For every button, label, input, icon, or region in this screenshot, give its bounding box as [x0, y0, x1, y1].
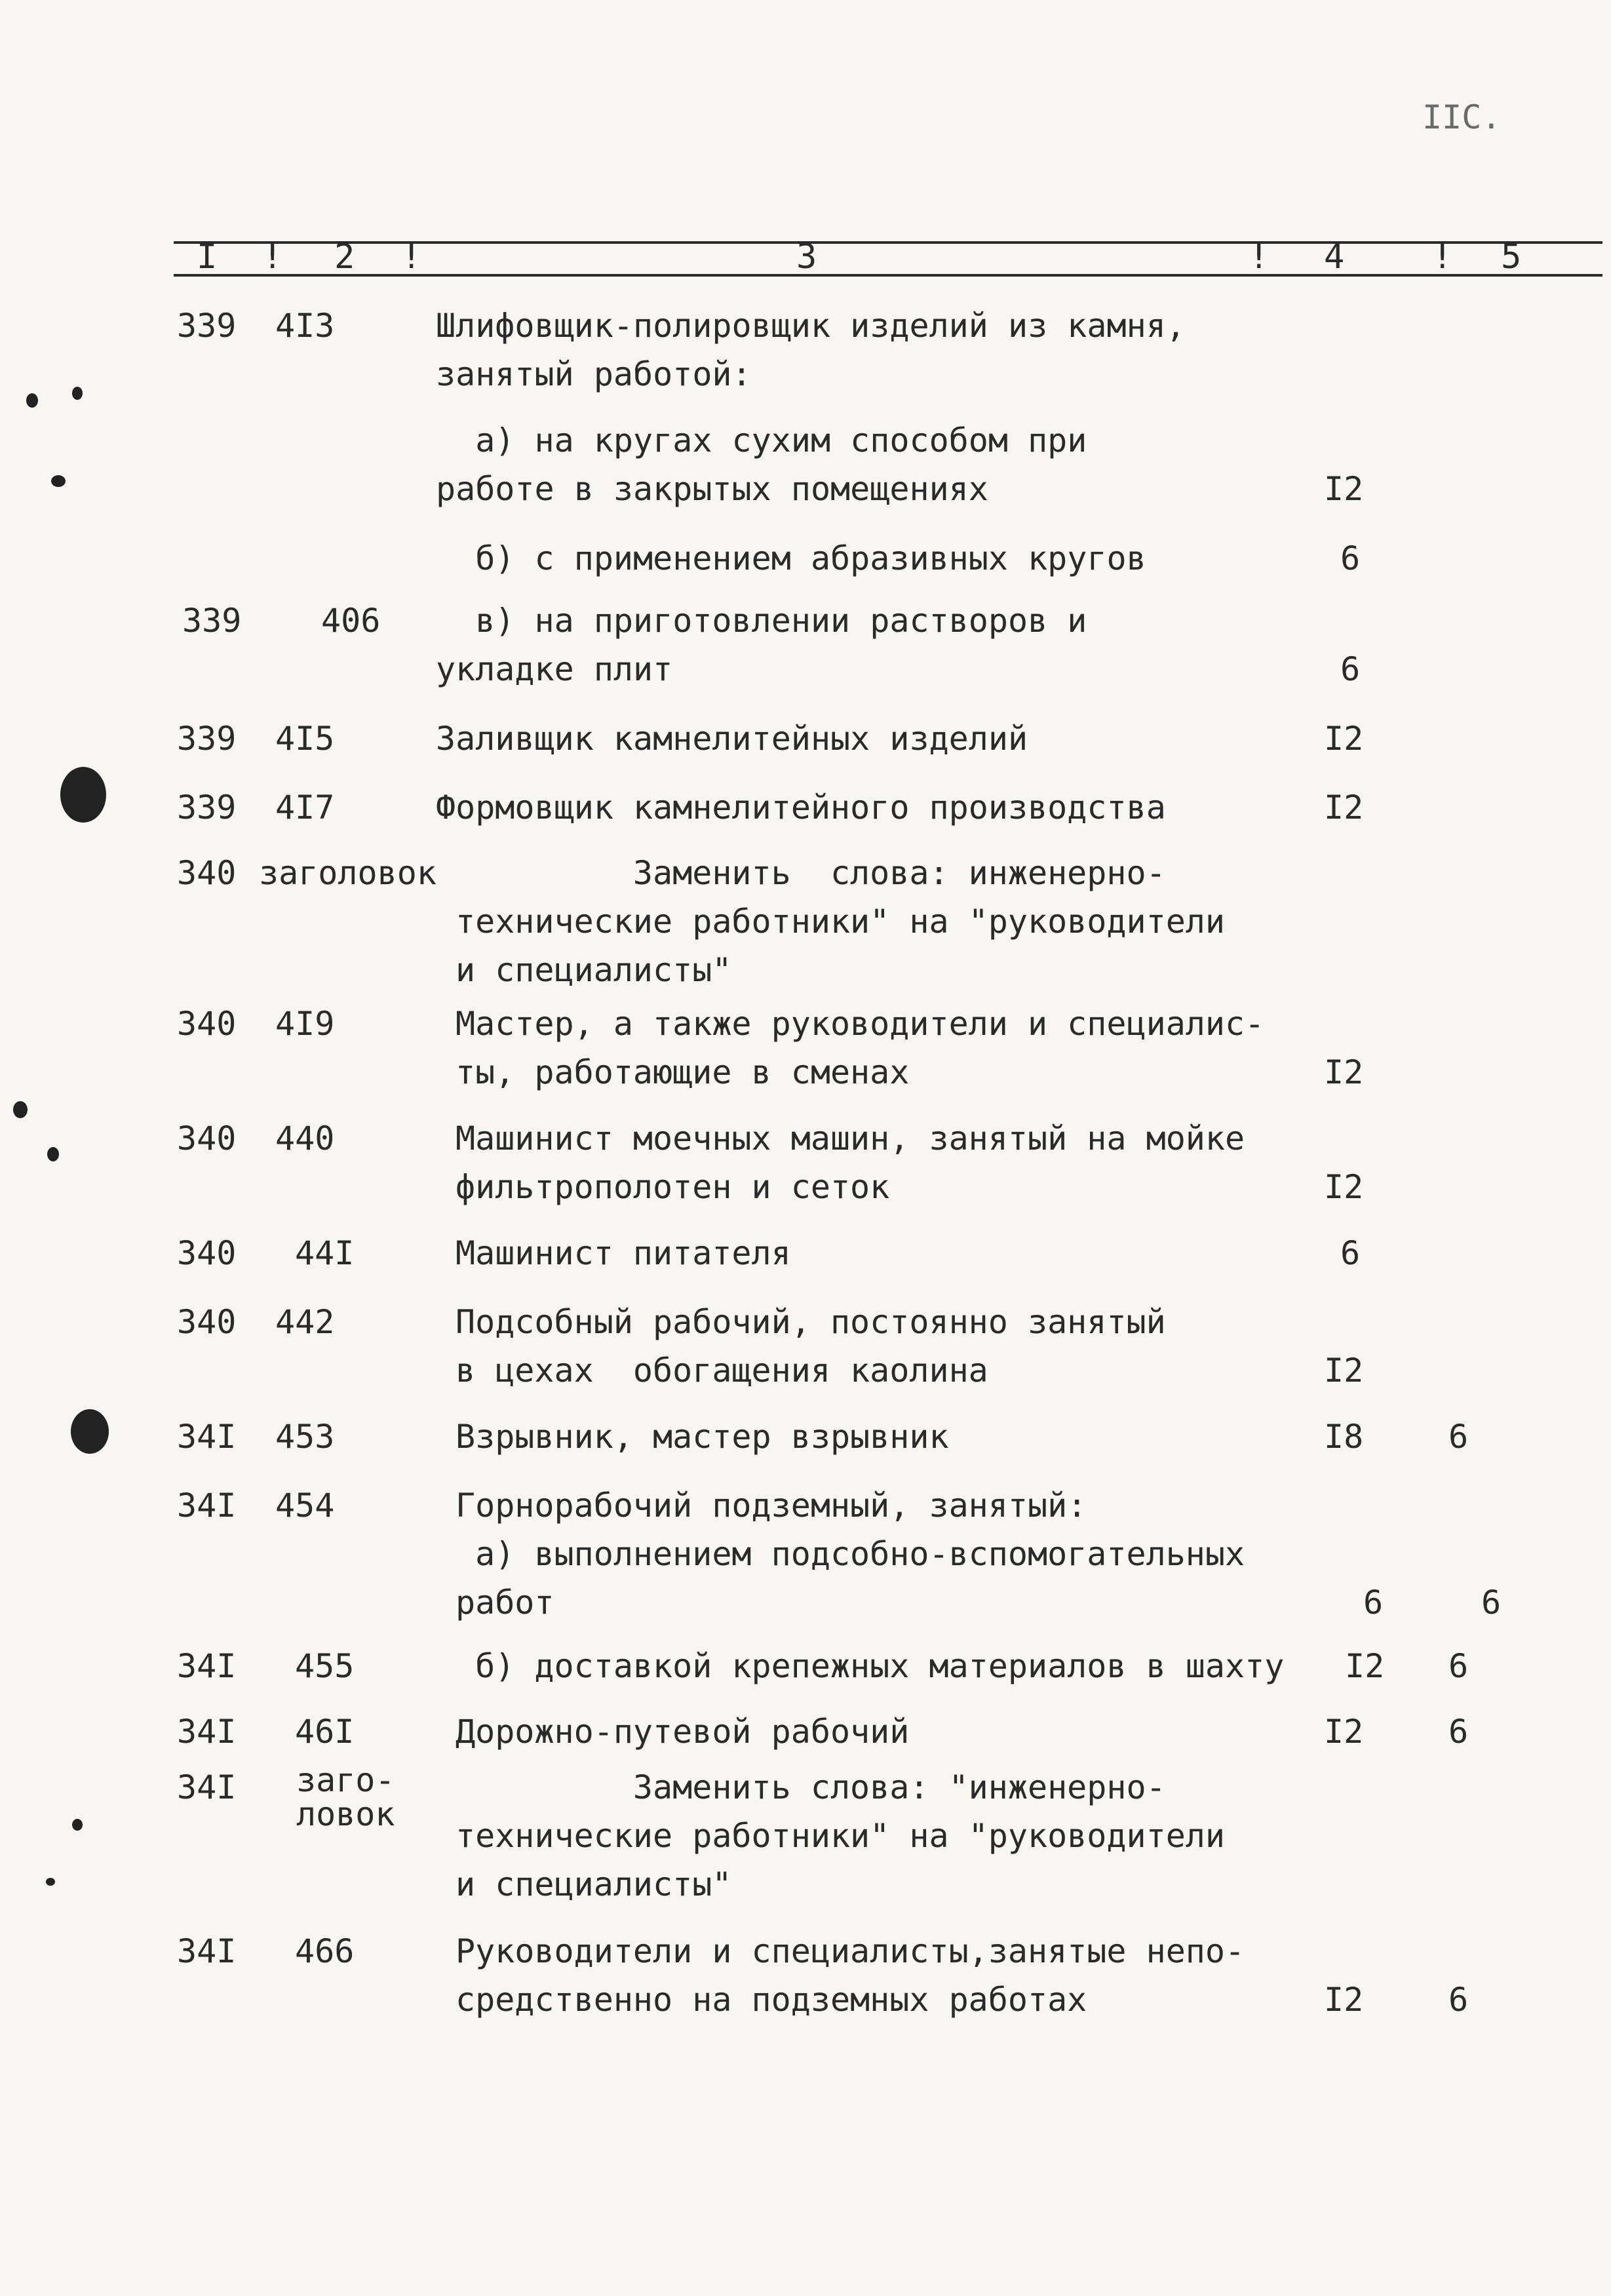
row-text: Подсобный рабочий, постоянно занятый в цехах обогащения каолина: [456, 1303, 1166, 1390]
row-item: 406: [321, 602, 381, 640]
ink-speck: [13, 1101, 28, 1118]
ink-speck: [46, 1878, 55, 1886]
row-section: 339: [177, 720, 237, 758]
row-value-4: I2: [1324, 1053, 1364, 1091]
row-section: 339: [182, 602, 242, 640]
row-value-4: I2: [1324, 1352, 1364, 1390]
row-value-4: I2: [1324, 1713, 1364, 1751]
row-section: 34I: [177, 1713, 237, 1751]
row-value-4: I2: [1345, 1647, 1385, 1685]
row-value-4: 6: [1363, 1584, 1384, 1622]
row-text: Формовщик камнелитейного производства: [436, 788, 1166, 827]
row-value-5: 6: [1448, 1981, 1469, 2019]
row-section: 34I: [177, 1487, 237, 1525]
row-value-5: 6: [1448, 1647, 1469, 1685]
column-header-1: I: [197, 237, 218, 277]
column-header-3: 3: [796, 237, 817, 277]
ink-speck: [72, 387, 83, 400]
row-text: Заменить слова: инженерно- технические работники" на "руководители и специалисты": [456, 854, 1225, 989]
ink-speck: [47, 1147, 59, 1161]
row-section: 339: [177, 307, 237, 345]
row-value-5: 6: [1448, 1418, 1469, 1456]
row-text: Дорожно-путевой рабочий: [456, 1713, 910, 1751]
row-item: 442: [275, 1303, 335, 1341]
row-value-5: 6: [1448, 1713, 1469, 1751]
column-header-2: 2: [334, 237, 355, 277]
row-text: Машинист моечных машин, занятый на мойке фильтрополотен и сеток: [456, 1119, 1245, 1206]
row-text: б) доставкой крепежных материалов в шахту: [456, 1647, 1285, 1685]
row-text: а) на кругах сухим способом при работе в закрытых помещениях: [436, 421, 1087, 508]
row-section: 34I: [177, 1768, 237, 1806]
row-value-4: I2: [1324, 1168, 1364, 1206]
row-section: 340: [177, 854, 237, 892]
row-value-4: I2: [1324, 470, 1364, 508]
column-separator: !: [1432, 237, 1453, 277]
row-item: 4I7: [275, 788, 335, 827]
row-value-4: I2: [1324, 788, 1364, 827]
row-item: 440: [275, 1119, 335, 1158]
row-item: 4I9: [275, 1005, 335, 1043]
row-item: заголовок: [259, 854, 437, 892]
row-item: 46I: [295, 1713, 355, 1751]
ink-speck: [26, 393, 38, 408]
row-section: 34I: [177, 1418, 237, 1456]
row-section: 340: [177, 1005, 237, 1043]
row-text: Горнорабочий подземный, занятый: а) выполнением подсобно-вспомогательных работ: [456, 1487, 1245, 1622]
row-value-4: I2: [1324, 1981, 1364, 2019]
row-section: 340: [177, 1303, 237, 1341]
row-item: 4I5: [275, 720, 335, 758]
row-text: Руководители и специалисты,занятые непо- средственно на подземных работах: [456, 1932, 1245, 2019]
row-value-4: I8: [1324, 1418, 1364, 1456]
row-text: Заменить слова: "инженерно- технические работники" на "руководители и специалисты": [456, 1768, 1225, 1903]
row-item: 4I3: [275, 307, 335, 345]
row-text: Мастер, а также руководители и специалис- ты, работающие в сменах: [456, 1005, 1265, 1091]
page-number: IIC.: [1422, 98, 1502, 136]
row-section: 340: [177, 1119, 237, 1158]
column-separator: !: [262, 237, 283, 277]
row-section: 34I: [177, 1647, 237, 1685]
row-item: 453: [275, 1418, 335, 1456]
row-item: заго- ловок: [296, 1761, 395, 1833]
row-text: Заливщик камнелитейных изделий: [436, 720, 1028, 758]
row-section: 340: [177, 1234, 237, 1272]
column-separator: !: [401, 237, 422, 277]
row-item: 466: [295, 1932, 355, 1970]
ink-speck: [51, 475, 66, 487]
row-value-4: 6: [1340, 539, 1361, 577]
row-text: б) с применением абразивных кругов: [436, 539, 1146, 577]
row-text: Взрывник, мастер взрывник: [456, 1418, 949, 1456]
row-value-4: I2: [1324, 720, 1364, 758]
column-header-4: 4: [1324, 237, 1345, 277]
row-text: в) на приготовлении растворов и укладке плит: [436, 602, 1087, 688]
row-value-5: 6: [1481, 1584, 1502, 1622]
row-item: 454: [275, 1487, 335, 1525]
ink-speck: [72, 1819, 83, 1831]
column-header-5: 5: [1501, 237, 1522, 277]
row-section: 34I: [177, 1932, 237, 1970]
ink-blot: [71, 1409, 109, 1454]
row-text: Шлифовщик-полировщик изделий из камня, занятый работой:: [436, 307, 1186, 393]
row-item: 44I: [295, 1234, 355, 1272]
column-separator: !: [1249, 237, 1270, 277]
ink-blot: [60, 767, 106, 823]
row-value-4: 6: [1340, 1234, 1361, 1272]
row-item: 455: [295, 1647, 355, 1685]
row-value-4: 6: [1340, 650, 1361, 688]
row-text: Машинист питателя: [456, 1234, 791, 1272]
row-section: 339: [177, 788, 237, 827]
